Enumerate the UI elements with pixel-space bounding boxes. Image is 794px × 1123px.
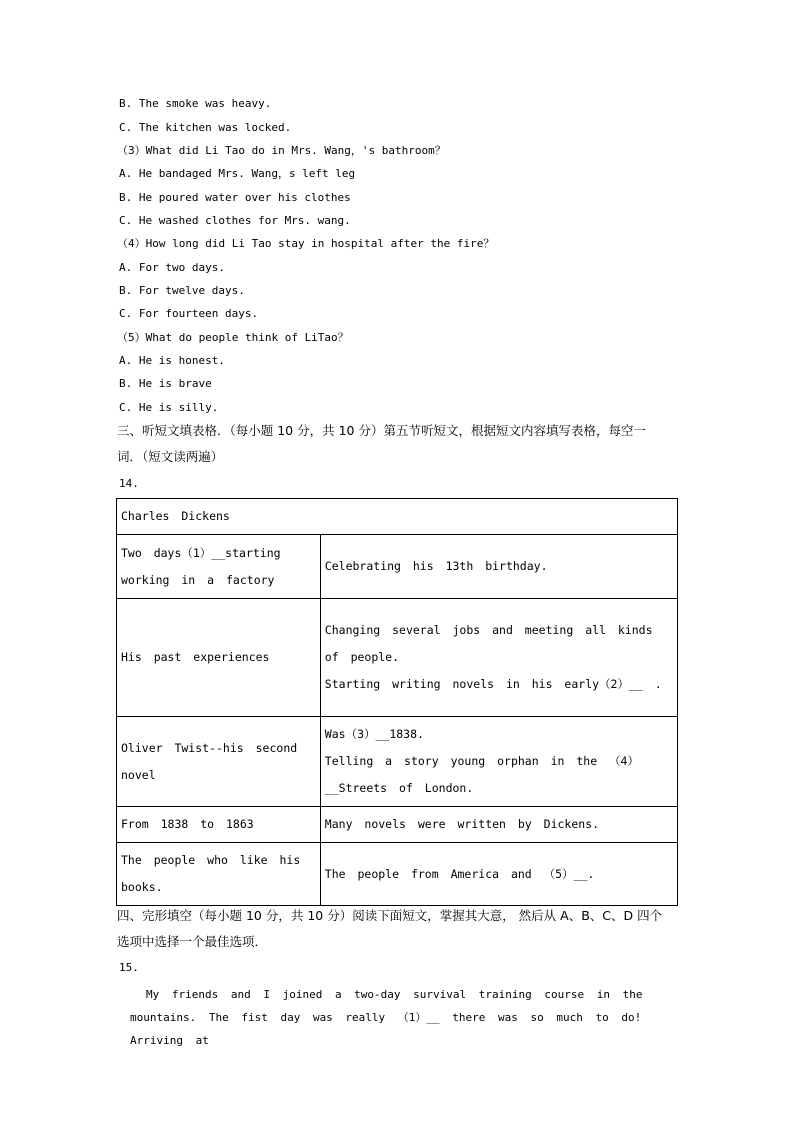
table-cell-left: Oliver Twist--his second novel xyxy=(117,717,321,807)
q15-number: 15. xyxy=(119,961,139,974)
table-row xyxy=(117,599,678,717)
q13-4-option-a: A. For two days. xyxy=(119,261,225,274)
cell-line: Was（3）__1838. xyxy=(324,727,424,741)
section4-heading-line1: 四、完形填空（每小题 10 分，共 10 分）阅读下面短文，掌握其大意， 然后从 A、B、C、D 四个 xyxy=(117,908,663,923)
q13-3-option-a: A. He bandaged Mrs. Wang，s left leg xyxy=(119,167,356,180)
dickens-table xyxy=(116,498,678,906)
q13-3-option-b: B. He poured water over his clothes xyxy=(119,191,351,204)
table-cell-right xyxy=(320,807,677,843)
table-cell-right xyxy=(320,599,677,717)
table-row xyxy=(117,535,678,599)
q13-4-option-c: C. For fourteen days. xyxy=(119,307,259,320)
table-row xyxy=(117,717,678,807)
q13-5-question: （5）What do people think of LiTao？ xyxy=(117,331,349,344)
table-cell-right xyxy=(320,843,677,906)
table-cell-right xyxy=(320,535,677,599)
q13-3-question: （3）What did Li Tao do in Mrs. Wang，'s bathroom？ xyxy=(117,144,446,157)
cell-line: Telling a story young orphan in the （4）__Streets of London. xyxy=(324,754,639,795)
cell-line: Starting writing novels in his early（2）__ . xyxy=(324,677,662,691)
table-cell-left: Two days（1）__starting working in a factory xyxy=(117,535,321,599)
table-cell-left: His past experiences xyxy=(117,599,321,717)
table-cell-left: From 1838 to 1863 xyxy=(117,807,321,843)
table-row xyxy=(117,807,678,843)
cell-line: Celebrating his 13th birthday. xyxy=(324,559,548,573)
section3-heading-line2: 词．（短文读两遍） xyxy=(117,449,224,464)
table-header-cell: Charles Dickens xyxy=(117,499,678,535)
q13-4-option-b: B. For twelve days. xyxy=(119,284,245,297)
table-cell-right xyxy=(320,717,677,807)
q13-4-question: （4）How long did Li Tao stay in hospital after the fire？ xyxy=(117,237,495,250)
q13-3-option-c: C. He washed clothes for Mrs. wang. xyxy=(119,214,351,227)
table-cell-left: The people who like his books. xyxy=(117,843,321,906)
q13-5-option-b: B. He is brave xyxy=(119,377,212,390)
q13-option-c: C. The kitchen was locked. xyxy=(119,121,292,134)
table-row xyxy=(117,843,678,906)
q13-5-option-c: C. He is silly. xyxy=(119,401,219,414)
table-header-row xyxy=(117,499,678,535)
q13-5-option-a: A. He is honest. xyxy=(119,354,225,367)
section4-heading-line2: 选项中选择一个最佳选项． xyxy=(117,934,268,949)
cell-line: The people from America and （5）__. xyxy=(324,866,595,881)
q13-option-b: B. The smoke was heavy. xyxy=(119,97,272,110)
cell-line: Changing several jobs and meeting all kinds of people. xyxy=(324,623,653,664)
cell-line: Many novels were written by Dickens. xyxy=(324,817,600,831)
cloze-passage: My friends and I joined a two-day survival training course in the mountains. The fist day was really （1）__ there was so much to do! Arriving at xyxy=(130,988,643,1047)
q14-number: 14. xyxy=(119,477,139,490)
section3-heading-line1: 三、听短文填表格．（每小题 10 分，共 10 分）第五节听短文，根据短文内容填写表格，每空一 xyxy=(117,423,646,438)
